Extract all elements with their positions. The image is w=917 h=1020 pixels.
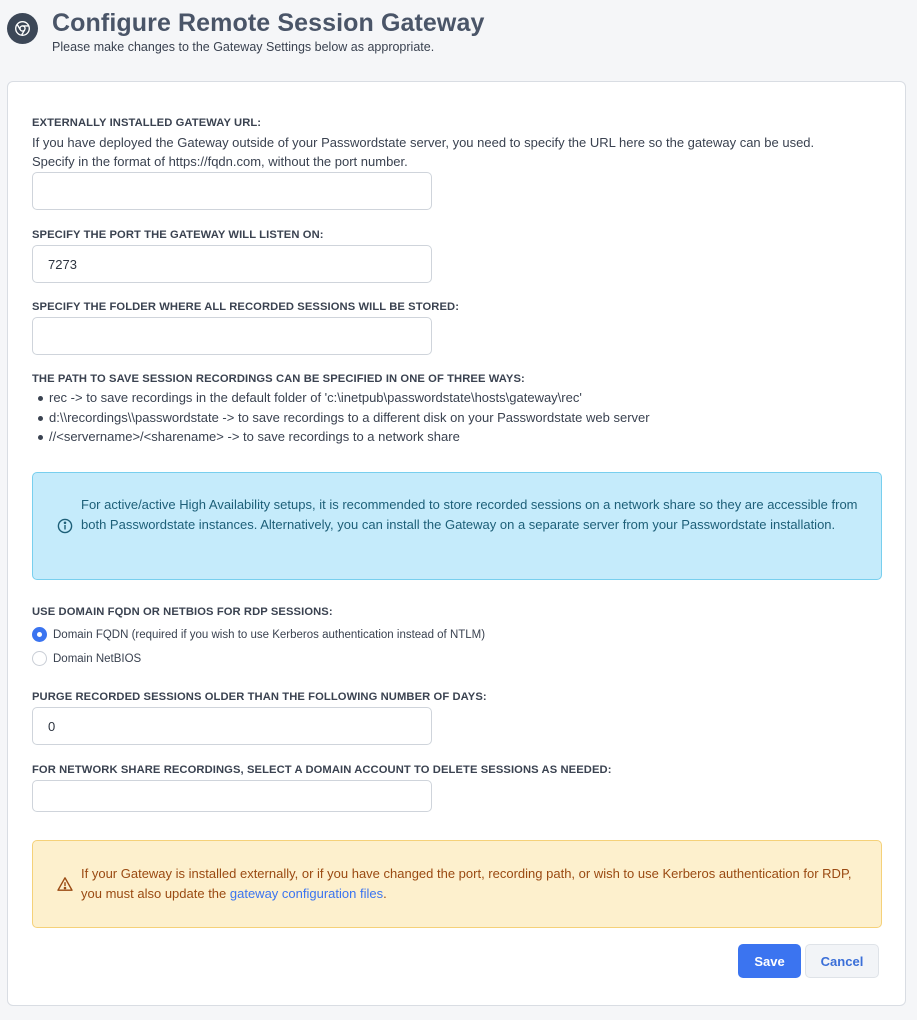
info-circle-icon xyxy=(57,518,73,534)
gateway-url-label: EXTERNALLY INSTALLED GATEWAY URL: xyxy=(32,117,262,129)
domain-account-input[interactable] xyxy=(32,780,432,812)
domain-account-label: FOR NETWORK SHARE RECORDINGS, SELECT A DOMAIN ACCOUNT TO DELETE SESSIONS AS NEEDED: xyxy=(32,764,612,776)
gateway-url-help-line1: If you have deployed the Gateway outside of your Passwordstate server, you need to specify the URL here so the gateway can be used. xyxy=(32,135,815,150)
list-item: rec -> to save recordings in the default folder of 'c:\inetpub\passwordstate\hosts\gateway\rec' xyxy=(33,388,650,408)
list-item: //<servername>/<sharename> -> to save recordings to a network share xyxy=(33,427,650,447)
gateway-url-input[interactable] xyxy=(32,172,432,210)
path-ways-list xyxy=(33,388,650,447)
radio-domain-netbios-label: Domain NetBIOS xyxy=(53,652,142,665)
rdp-mode-label: USE DOMAIN FQDN OR NETBIOS FOR RDP SESSIONS: xyxy=(32,606,333,618)
gateway-icon xyxy=(7,13,38,44)
purge-days-input[interactable] xyxy=(32,707,432,745)
save-button[interactable]: Save xyxy=(738,944,801,978)
port-input[interactable] xyxy=(32,245,432,283)
radio-domain-fqdn[interactable] xyxy=(32,627,485,642)
warning-alert xyxy=(32,840,882,928)
radio-checked-icon[interactable] xyxy=(32,627,47,642)
page-title: Configure Remote Session Gateway xyxy=(52,9,485,37)
gateway-config-link[interactable]: gateway configuration files xyxy=(229,886,384,901)
radio-unchecked-icon[interactable] xyxy=(32,651,47,666)
warning-text-before: If your Gateway is installed externally, or if you have changed the port, recording path, or wish to use Kerberos authentication for RDP, you must also update the xyxy=(81,866,852,901)
info-alert xyxy=(32,472,882,580)
info-alert-text: For active/active High Availability setups, it is recommended to store recorded sessions on a network share so they are accessible from both Passwordstate instances. Alternatively, you can install the Gateway on a separate server from your Passwordstate installation. xyxy=(81,497,858,532)
port-label: SPECIFY THE PORT THE GATEWAY WILL LISTEN ON: xyxy=(32,229,324,241)
warning-alert-text xyxy=(81,864,861,904)
cancel-button[interactable]: Cancel xyxy=(805,944,879,978)
settings-panel xyxy=(7,81,906,1006)
warning-triangle-icon xyxy=(57,876,73,892)
page-subtitle: Please make changes to the Gateway Settings below as appropriate. xyxy=(52,40,435,54)
list-item: d:\\recordings\\passwordstate -> to save recordings to a different disk on your Passwordstate web server xyxy=(33,408,650,428)
recordings-folder-input[interactable] xyxy=(32,317,432,355)
recordings-folder-label: SPECIFY THE FOLDER WHERE ALL RECORDED SESSIONS WILL BE STORED: xyxy=(32,301,460,313)
gateway-url-help-line2: Specify in the format of https://fqdn.com, without the port number. xyxy=(32,154,408,169)
warning-text-after: . xyxy=(383,886,387,901)
radio-domain-netbios[interactable] xyxy=(32,651,141,666)
purge-days-label: PURGE RECORDED SESSIONS OLDER THAN THE FOLLOWING NUMBER OF DAYS: xyxy=(32,691,487,703)
path-ways-label: THE PATH TO SAVE SESSION RECORDINGS CAN BE SPECIFIED IN ONE OF THREE WAYS: xyxy=(32,373,525,385)
radio-domain-fqdn-label: Domain FQDN (required if you wish to use Kerberos authentication instead of NTLM) xyxy=(53,628,486,641)
